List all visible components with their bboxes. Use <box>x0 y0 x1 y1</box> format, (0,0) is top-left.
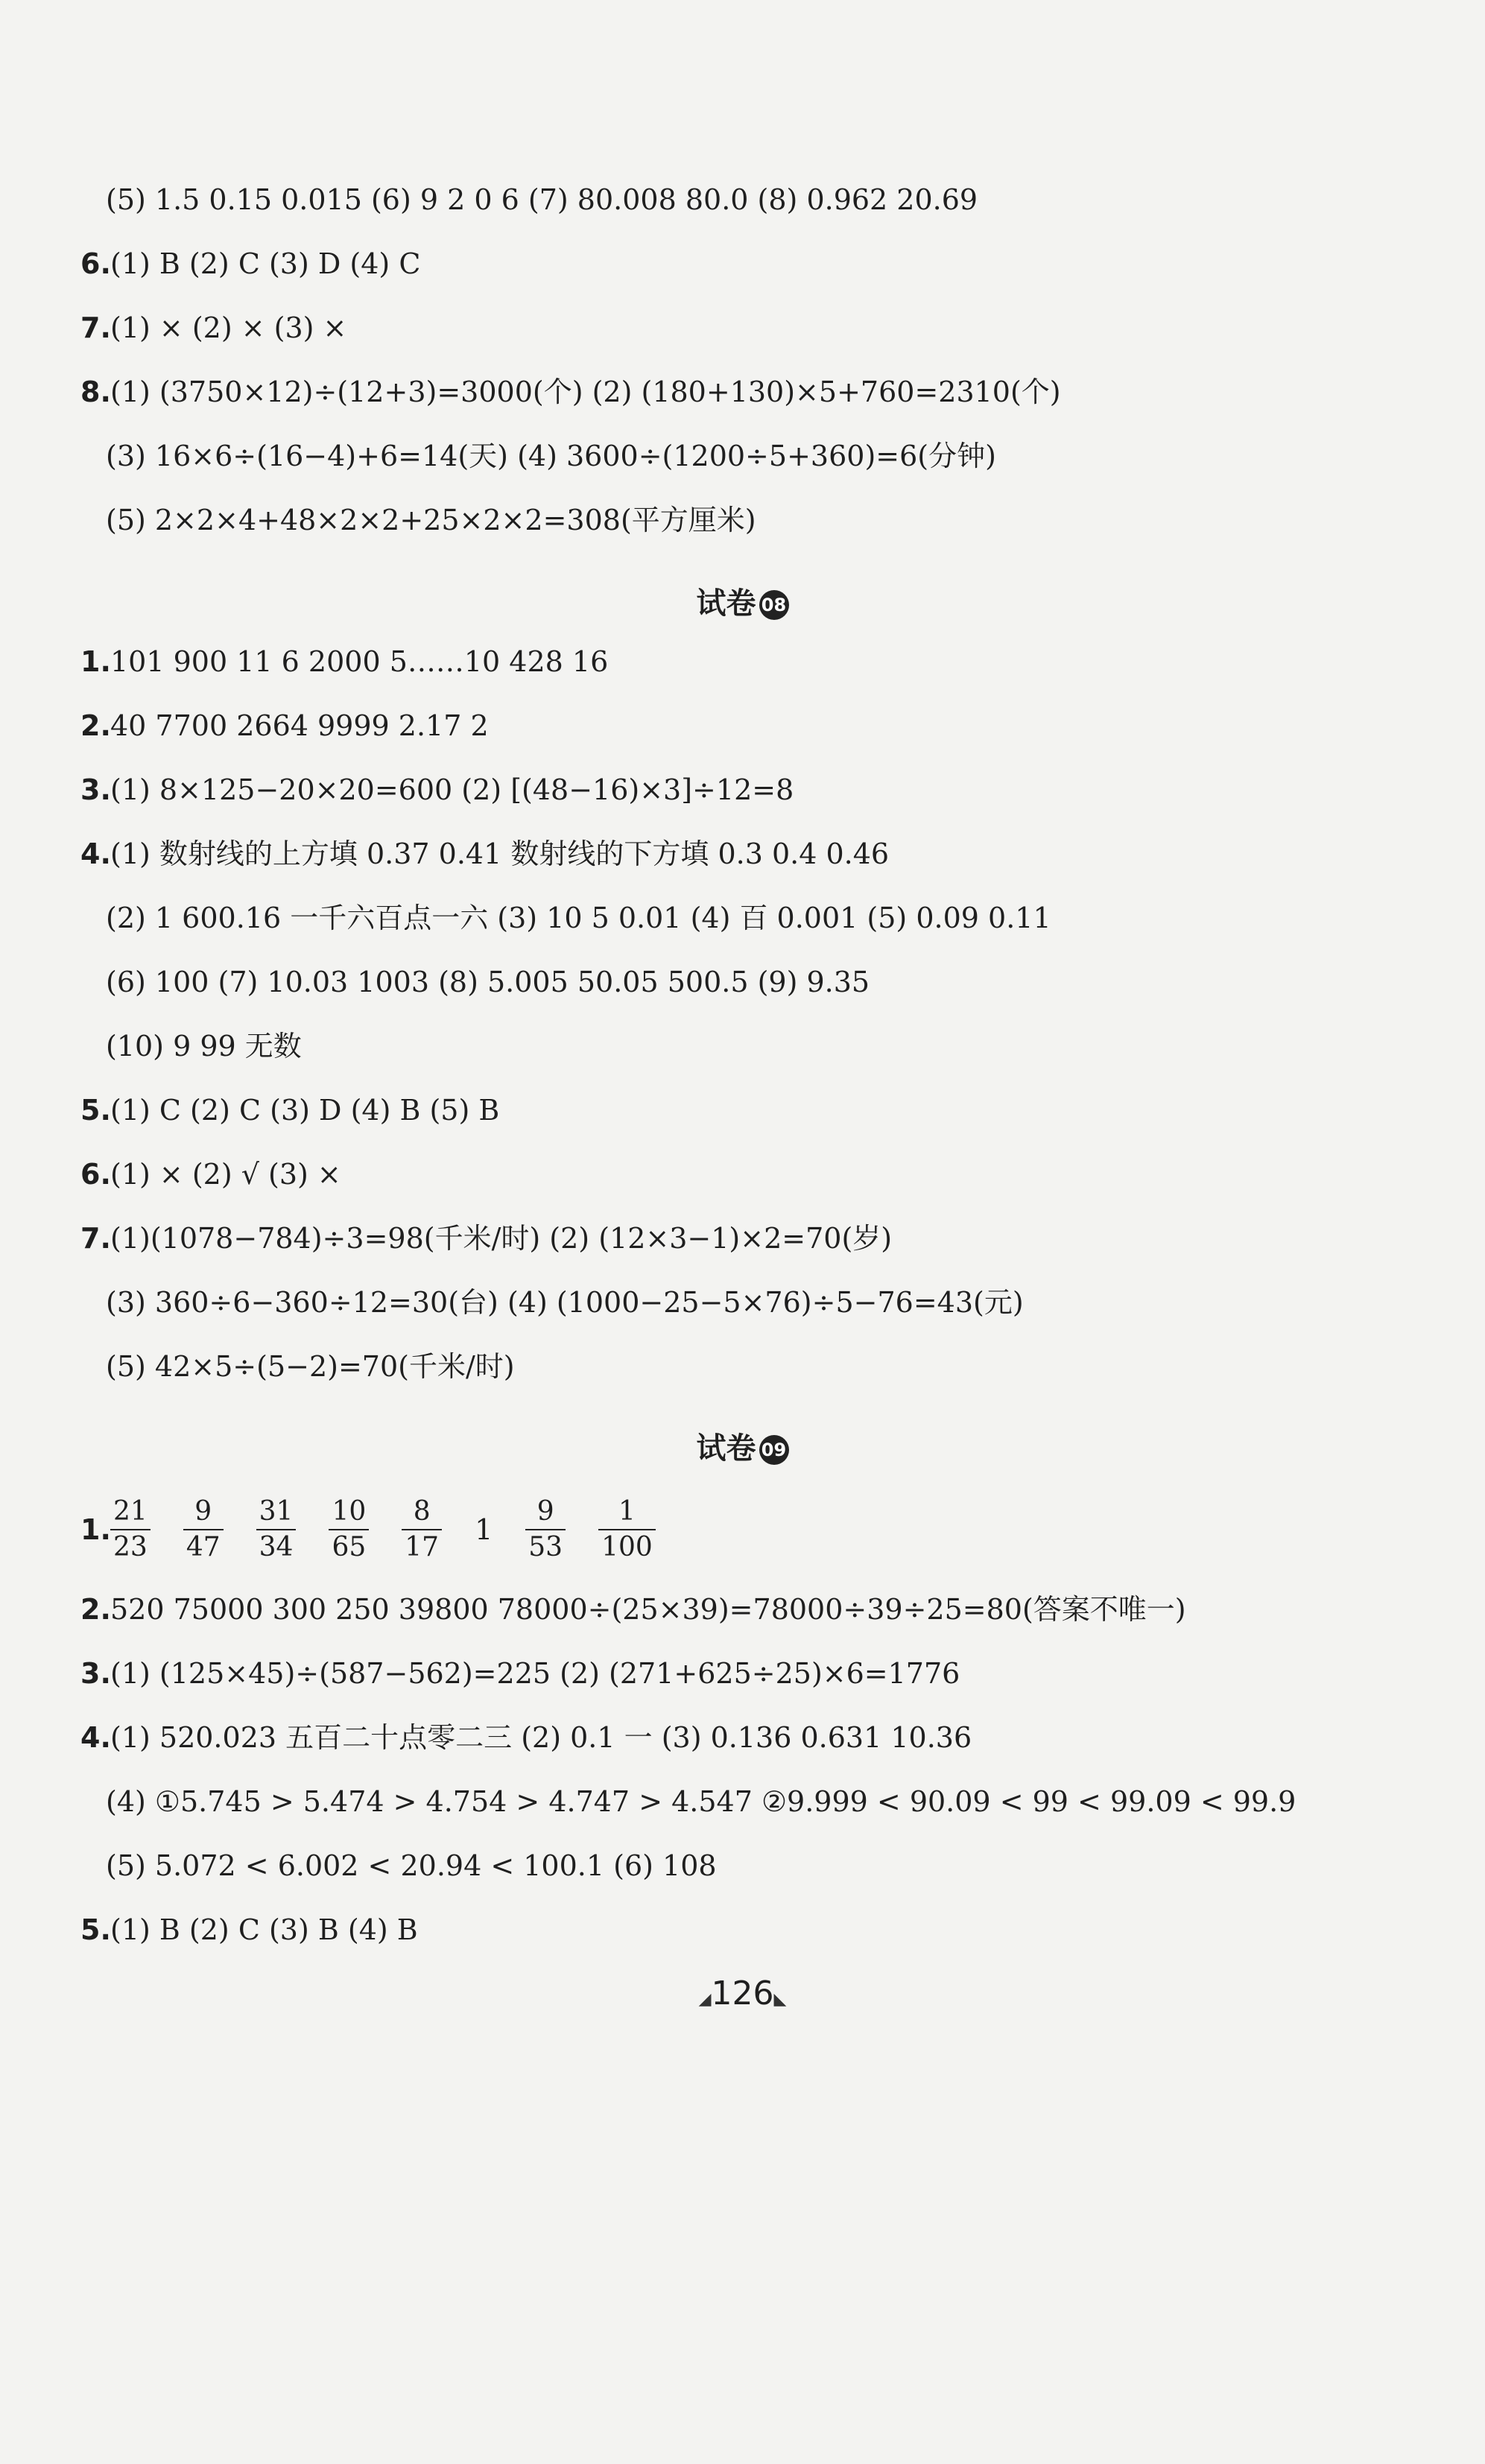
answer-row <box>80 703 489 748</box>
answer-line: (6) 100 (7) 10.03 1003 (8) 5.005 50.05 500.5 (9) 9.35 <box>106 966 870 998</box>
fraction <box>598 1495 656 1565</box>
answer-row <box>80 1088 499 1133</box>
question-number: 4. <box>80 1721 111 1754</box>
answer-row <box>80 1907 418 1952</box>
question-number: 6. <box>80 1158 111 1191</box>
answer-text: 40 7700 2664 9999 2.17 2 <box>110 709 489 742</box>
triangle-right-icon: ◣ <box>773 1990 787 2009</box>
fraction <box>402 1495 442 1565</box>
answer-line: (5) 42×5÷(5−2)=70(千米/时) <box>106 1350 515 1383</box>
answer-text: 520 75000 300 250 39800 78000÷(25×39)=78000÷39÷25=80(答案不唯一) <box>110 1593 1186 1626</box>
question-number: 2. <box>80 1593 111 1626</box>
answer-row <box>80 370 1061 414</box>
answer-text: (1) B (2) C (3) B (4) B <box>110 1913 418 1946</box>
question-number: 6. <box>80 247 111 280</box>
section-number-badge: 08 <box>759 590 789 620</box>
answer-text: (1) 数射线的上方填 0.37 0.41 数射线的下方填 0.3 0.4 0.46 <box>110 837 890 870</box>
question-number: 1. <box>80 645 111 678</box>
answer-text: (1) 520.023 五百二十点零二三 (2) 0.1 一 (3) 0.136 0.631 10.36 <box>110 1721 972 1754</box>
fraction-denominator: 65 <box>332 1531 367 1562</box>
whole-number: 1 <box>475 1513 493 1546</box>
answer-line: (3) 16×6÷(16−4)+6=14(天) (4) 3600÷(1200÷5+360)=6(分钟) <box>106 440 996 472</box>
question-number: 4. <box>80 837 111 870</box>
fraction-numerator: 31 <box>256 1495 297 1530</box>
question-number: 3. <box>80 773 111 806</box>
answer-line: (3) 360÷6−360÷12=30(台) (4) (1000−25−5×76)÷5−76=43(元) <box>106 1286 1024 1319</box>
question-number: 5. <box>80 1094 111 1127</box>
answer-row <box>80 1216 892 1261</box>
answer-row <box>80 305 346 350</box>
fraction-numerator: 8 <box>402 1495 442 1530</box>
answer-row <box>80 639 608 684</box>
fraction <box>183 1495 224 1565</box>
answer-line: (4) ①5.745 > 5.474 > 4.754 > 4.747 > 4.547 ②9.999 < 90.09 < 99 < 99.09 < 99.9 <box>106 1785 1296 1818</box>
answer-row <box>80 1587 1186 1632</box>
answer-row <box>80 1651 960 1696</box>
section-title-08 <box>0 580 1485 622</box>
question-number: 7. <box>80 1222 111 1255</box>
section-title-09 <box>0 1425 1485 1467</box>
answer-text: (1) C (2) C (3) D (4) B (5) B <box>110 1094 500 1127</box>
answer-row <box>80 767 794 812</box>
answer-text: (1) × (2) √ (3) × <box>110 1158 341 1191</box>
answer-row <box>80 1715 972 1760</box>
fraction-numerator: 21 <box>110 1495 151 1530</box>
section-number-badge: 09 <box>759 1435 789 1465</box>
fraction <box>329 1495 369 1565</box>
answer-text: (1) (3750×12)÷(12+3)=3000(个) (2) (180+130)×5+760=2310(个) <box>110 376 1061 408</box>
fraction <box>256 1495 297 1565</box>
fraction-denominator: 17 <box>405 1531 440 1562</box>
page-number <box>0 1974 1485 2012</box>
answer-text: (1) (125×45)÷(587−562)=225 (2) (271+625÷25)×6=1776 <box>110 1657 960 1690</box>
question-number: 8. <box>80 376 111 408</box>
fraction <box>110 1495 151 1565</box>
question-number: 7. <box>80 311 111 344</box>
page-number-text: 126 <box>711 1974 774 2012</box>
answer-text: (1) × (2) × (3) × <box>110 311 347 344</box>
answer-row <box>80 832 889 876</box>
answer-text: (1)(1078−784)÷3=98(千米/时) (2) (12×3−1)×2=70(岁) <box>110 1222 893 1255</box>
answer-line: (5) 2×2×4+48×2×2+25×2×2=308(平方厘米) <box>106 504 756 536</box>
fraction-denominator: 34 <box>259 1531 294 1562</box>
fraction-denominator: 47 <box>186 1531 221 1562</box>
question-number: 1. <box>80 1513 111 1546</box>
fraction-numerator: 9 <box>183 1495 224 1530</box>
fraction <box>525 1495 566 1565</box>
fraction-numerator: 9 <box>525 1495 566 1530</box>
answer-text: (1) B (2) C (3) D (4) C <box>110 247 421 280</box>
fraction-denominator: 53 <box>528 1531 563 1562</box>
question-number: 5. <box>80 1913 111 1946</box>
question-number: 2. <box>80 709 111 742</box>
triangle-left-icon: ◢ <box>698 1990 712 2009</box>
fraction-numerator: 1 <box>598 1495 656 1530</box>
fraction-numerator: 10 <box>329 1495 369 1530</box>
answer-line: (2) 1 600.16 一千六百点一六 (3) 10 5 0.01 (4) 百 0.001 (5) 0.09 0.11 <box>106 902 1051 934</box>
answer-text: 101 900 11 6 2000 5……10 428 16 <box>110 645 609 678</box>
answer-line: (10) 9 99 无数 <box>106 1030 302 1062</box>
answer-line: (5) 1.5 0.15 0.015 (6) 9 2 0 6 (7) 80.008 80.0 (8) 0.962 20.69 <box>106 183 978 216</box>
answer-row <box>80 1152 341 1197</box>
section-title-text: 试卷 <box>696 1431 756 1466</box>
answer-text: (1) 8×125−20×20=600 (2) [(48−16)×3]÷12=8 <box>110 773 794 806</box>
answer-row <box>80 241 420 286</box>
question-number: 3. <box>80 1657 111 1690</box>
fraction-denominator: 23 <box>113 1531 148 1562</box>
fraction-list <box>110 1495 688 1562</box>
section-title-text: 试卷 <box>696 586 756 621</box>
fraction-denominator: 100 <box>601 1531 653 1562</box>
answer-row <box>80 1486 688 1568</box>
answer-line: (5) 5.072 < 6.002 < 20.94 < 100.1 (6) 108 <box>106 1849 717 1882</box>
